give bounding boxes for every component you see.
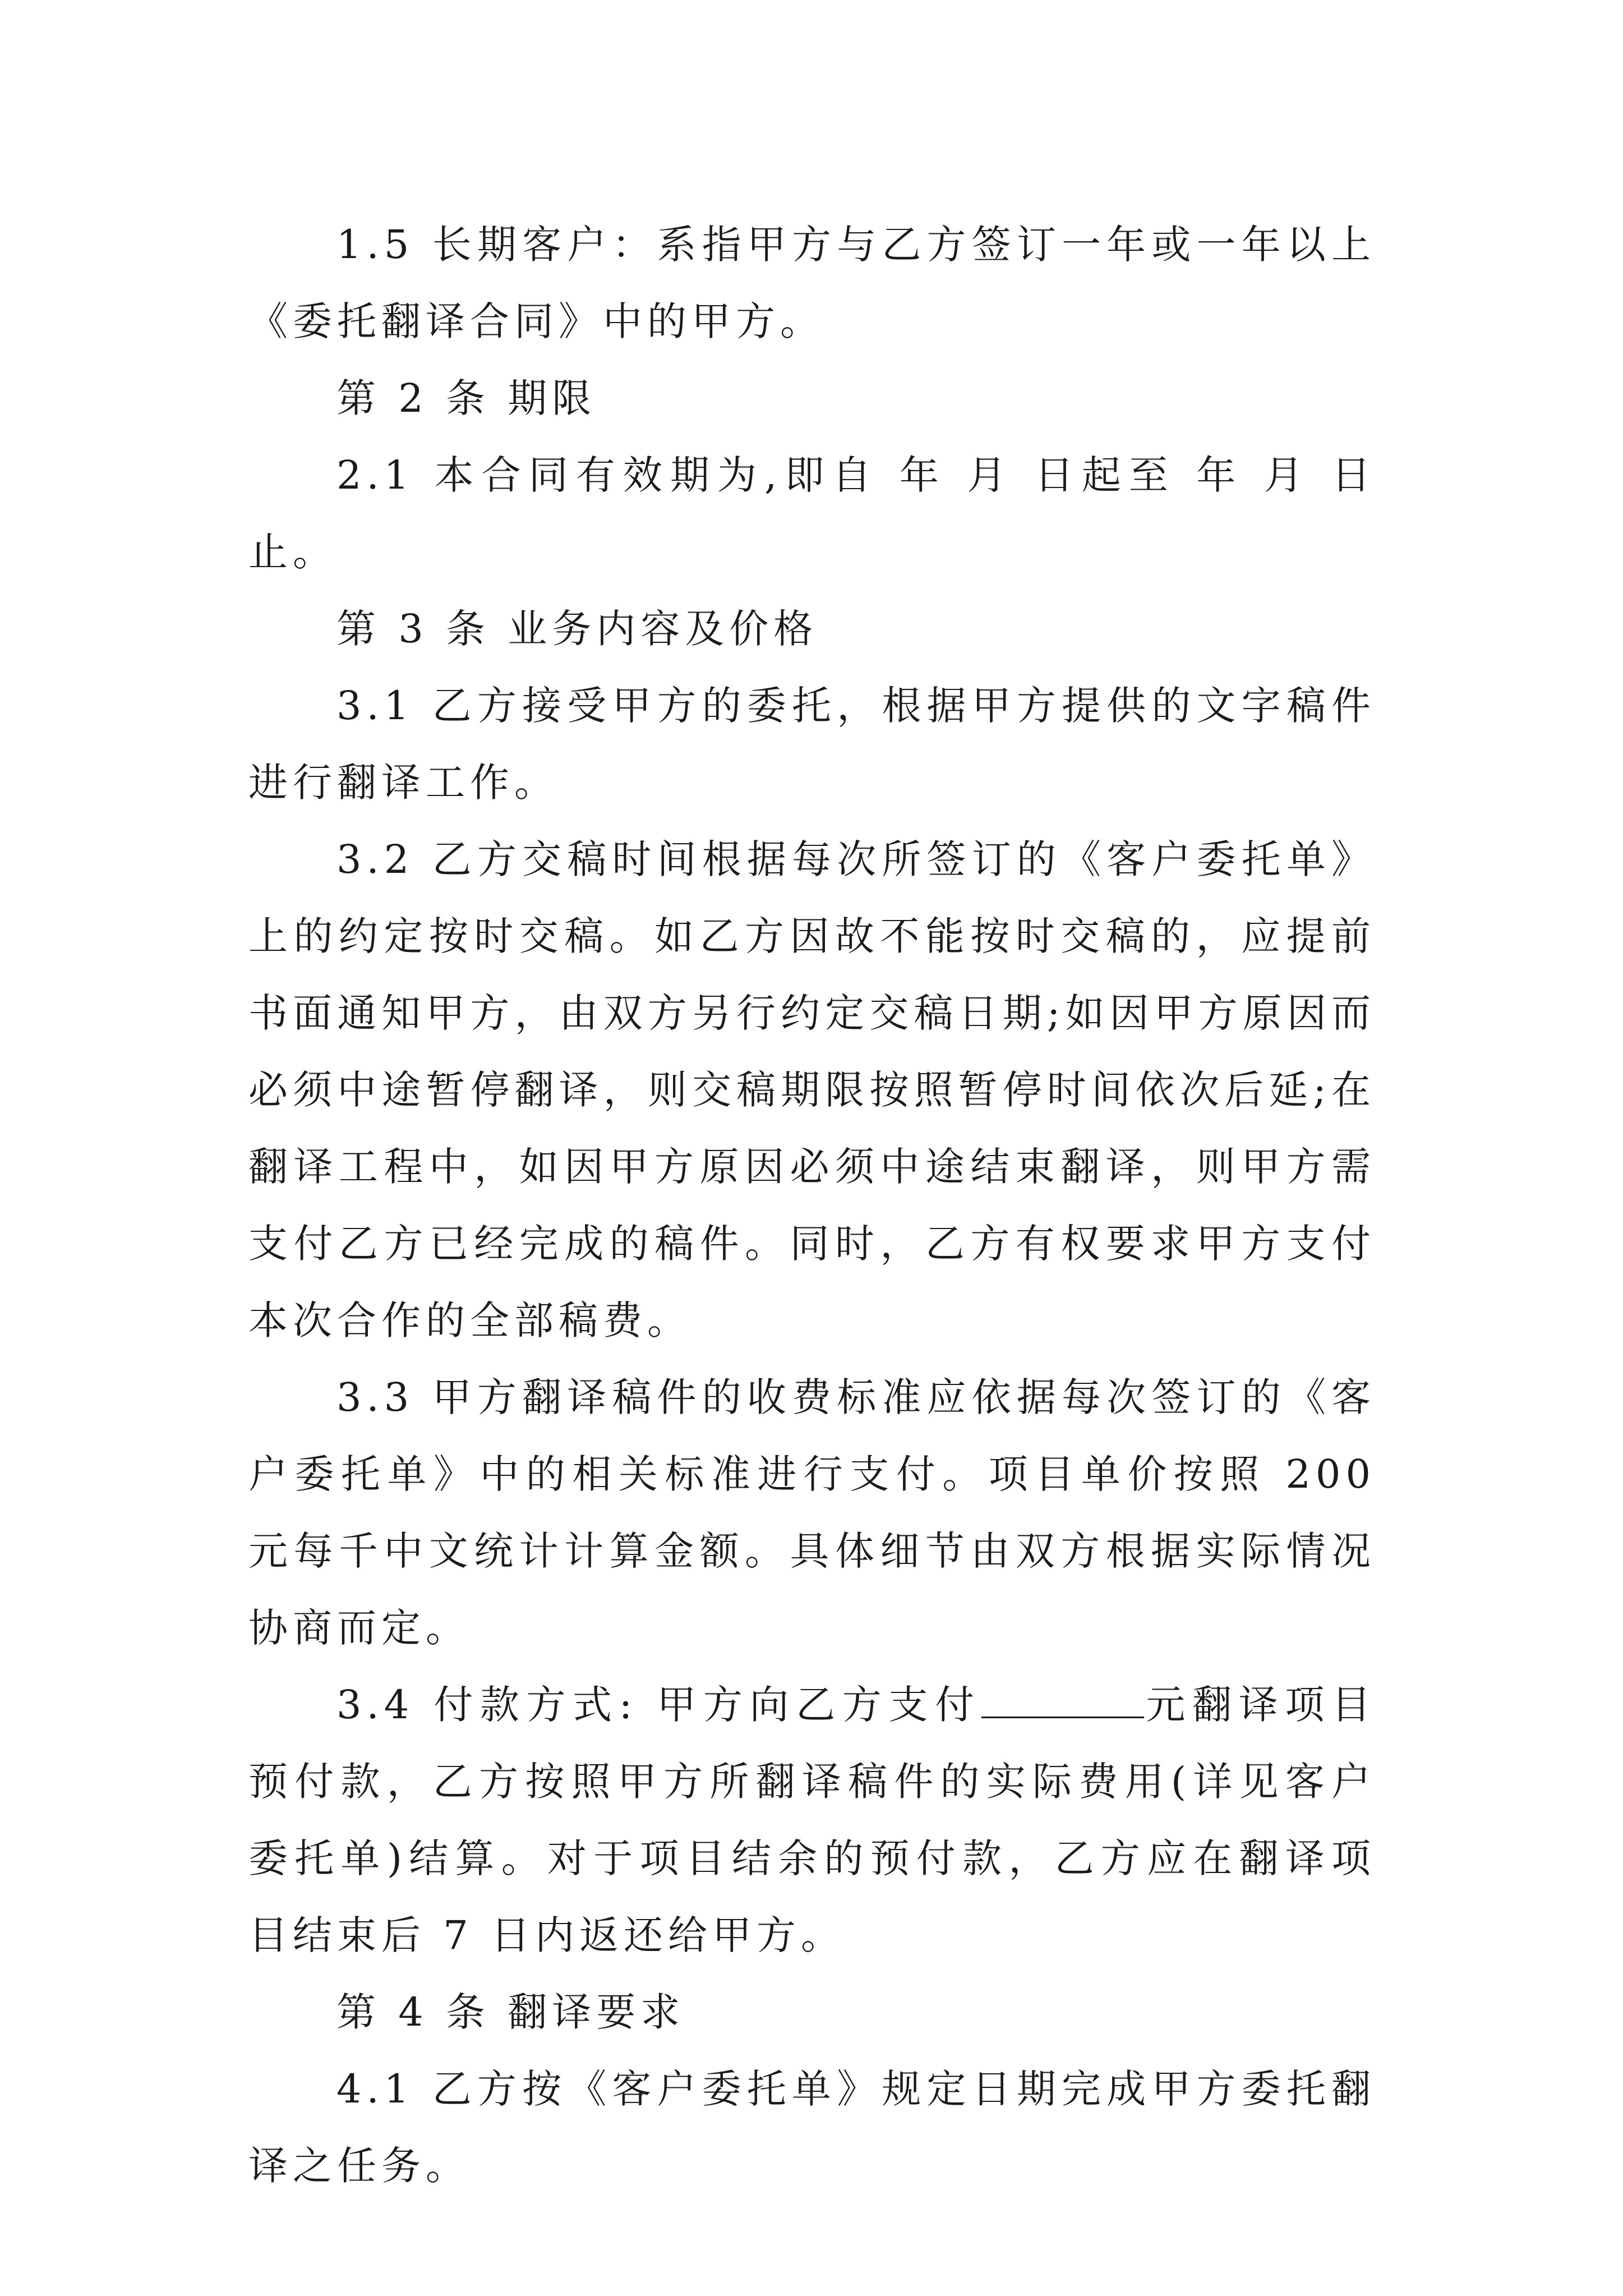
article-4-heading: 第 4 条 翻译要求 (336, 1989, 685, 2035)
article-2-heading: 第 2 条 期限 (336, 375, 597, 421)
clause-3-3: 3.3 甲方翻译稿件的收费标准应依据每次签订的《客户委托单》中的相关标准进行支付。项目单价按照 200 元每千中文统计计算金额。具体细节由双方根据实际情况协商而定。 (248, 1374, 1376, 1651)
clause-3-4-lead: 3.4 付款方式: 甲方向乙方支付 (336, 1682, 981, 1728)
clause-2-1: 2.1 本合同有效期为,即自 年 月 日起至 年 月 日止。 (248, 452, 1376, 575)
amount-blank-line (981, 1683, 1144, 1718)
clause-3-1: 3.1 乙方接受甲方的委托，根据甲方提供的文字稿件进行翻译工作。 (248, 683, 1376, 806)
clause-4-1: 4.1 乙方按《客户委托单》规定日期完成甲方委托翻译之任务。 (248, 2066, 1376, 2189)
article-3-heading: 第 3 条 业务内容及价格 (336, 606, 818, 652)
clause-3-4-rest: 元翻译项目预付款，乙方按照甲方所翻译稿件的实际费用(详见客户委托单)结算。对于项目结余的预付款，乙方应在翻译项目结束后 7 日内返还给甲方。 (248, 1682, 1376, 1958)
clause-3-4 (248, 1667, 1376, 1974)
document-body (248, 206, 1376, 2205)
clause-1-5: 1.5 长期客户：系指甲方与乙方签订一年或一年以上《委托翻译合同》中的甲方。 (248, 222, 1376, 344)
clause-3-2: 3.2 乙方交稿时间根据每次所签订的《客户委托单》上的约定按时交稿。如乙方因故不能按时交稿的，应提前书面通知甲方，由双方另行约定交稿日期;如因甲方原因而必须中途暂停翻译，则交稿期限按照暂停时间依次后延;在翻译工程中，如因甲方原因必须中途结束翻译，则甲方需支付乙方已经完成的稿件。同时，乙方有权要求甲方支付本次合作的全部稿费。 (248, 836, 1376, 1343)
